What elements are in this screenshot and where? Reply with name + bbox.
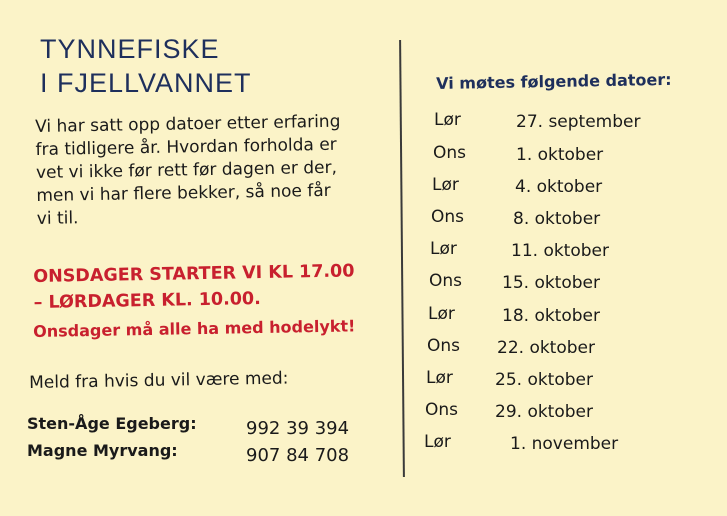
signup-text: Meld fra hvis du vil være med:	[29, 368, 289, 393]
contact-phone: 992 39 394	[246, 418, 350, 439]
date-row	[432, 175, 692, 199]
date-row	[431, 207, 691, 231]
date-weekday: Lør	[430, 239, 457, 259]
intro-line: Vi har satt opp datoer etter erfaring	[35, 111, 341, 137]
date-weekday: Lør	[432, 175, 459, 195]
date-weekday: Ons	[431, 207, 465, 227]
dates-heading: Vi møtes følgende datoer:	[436, 69, 672, 93]
contact-list	[27, 414, 367, 468]
headlamp-notice: Onsdager må alle ha med hodelykt!	[33, 316, 356, 341]
date-row	[433, 143, 693, 167]
start-times-notice	[33, 258, 355, 316]
date-weekday: Ons	[433, 143, 467, 163]
contact-row	[27, 441, 367, 468]
intro-paragraph	[35, 110, 367, 231]
date-row	[425, 400, 685, 424]
date-row	[426, 368, 686, 392]
date-value: 22. oktober	[497, 338, 595, 358]
date-value: 18. oktober	[502, 306, 600, 326]
date-weekday: Lør	[424, 432, 451, 452]
date-value: 27. september	[516, 112, 641, 132]
date-row	[434, 110, 694, 134]
date-weekday: Ons	[429, 271, 463, 291]
intro-line: fra tidligere år. Hvordan forholda er	[35, 134, 337, 160]
wednesday-start-time: ONSDAGER STARTER VI KL 17.00	[33, 261, 355, 287]
column-divider	[399, 40, 404, 477]
intro-line: men vi har flere bekker, så noe får	[36, 180, 331, 206]
date-weekday: Lør	[434, 110, 461, 130]
date-value: 1. november	[510, 434, 619, 454]
date-value: 1. oktober	[516, 145, 604, 165]
date-value: 8. oktober	[513, 209, 601, 229]
contact-row	[27, 414, 367, 441]
date-value: 29. oktober	[495, 402, 593, 422]
intro-line: vi til.	[36, 208, 79, 229]
date-value: 11. oktober	[511, 241, 609, 261]
date-weekday: Ons	[425, 400, 459, 420]
date-weekday: Lør	[426, 368, 453, 388]
title-line-2: I FJELLVANNET	[40, 68, 252, 98]
flyer-title	[40, 32, 252, 100]
date-weekday: Ons	[427, 336, 461, 356]
date-value: 4. oktober	[515, 177, 603, 197]
saturday-start-time: – LØRDAGER KL. 10.00.	[33, 289, 261, 313]
date-row	[430, 239, 690, 263]
date-row	[424, 432, 684, 456]
date-row	[428, 304, 688, 328]
date-value: 15. oktober	[502, 273, 600, 293]
contact-phone: 907 84 708	[246, 445, 350, 466]
intro-line: vet vi ikke før rett før dagen er der,	[35, 157, 338, 183]
date-value: 25. oktober	[495, 370, 593, 390]
date-weekday: Lør	[428, 304, 455, 324]
date-row	[427, 336, 687, 360]
title-line-1: TYNNEFISKE	[40, 34, 220, 64]
contact-name: Sten-Åge Egeberg:	[27, 414, 197, 433]
date-row	[429, 271, 689, 295]
contact-name: Magne Myrvang:	[27, 441, 178, 460]
